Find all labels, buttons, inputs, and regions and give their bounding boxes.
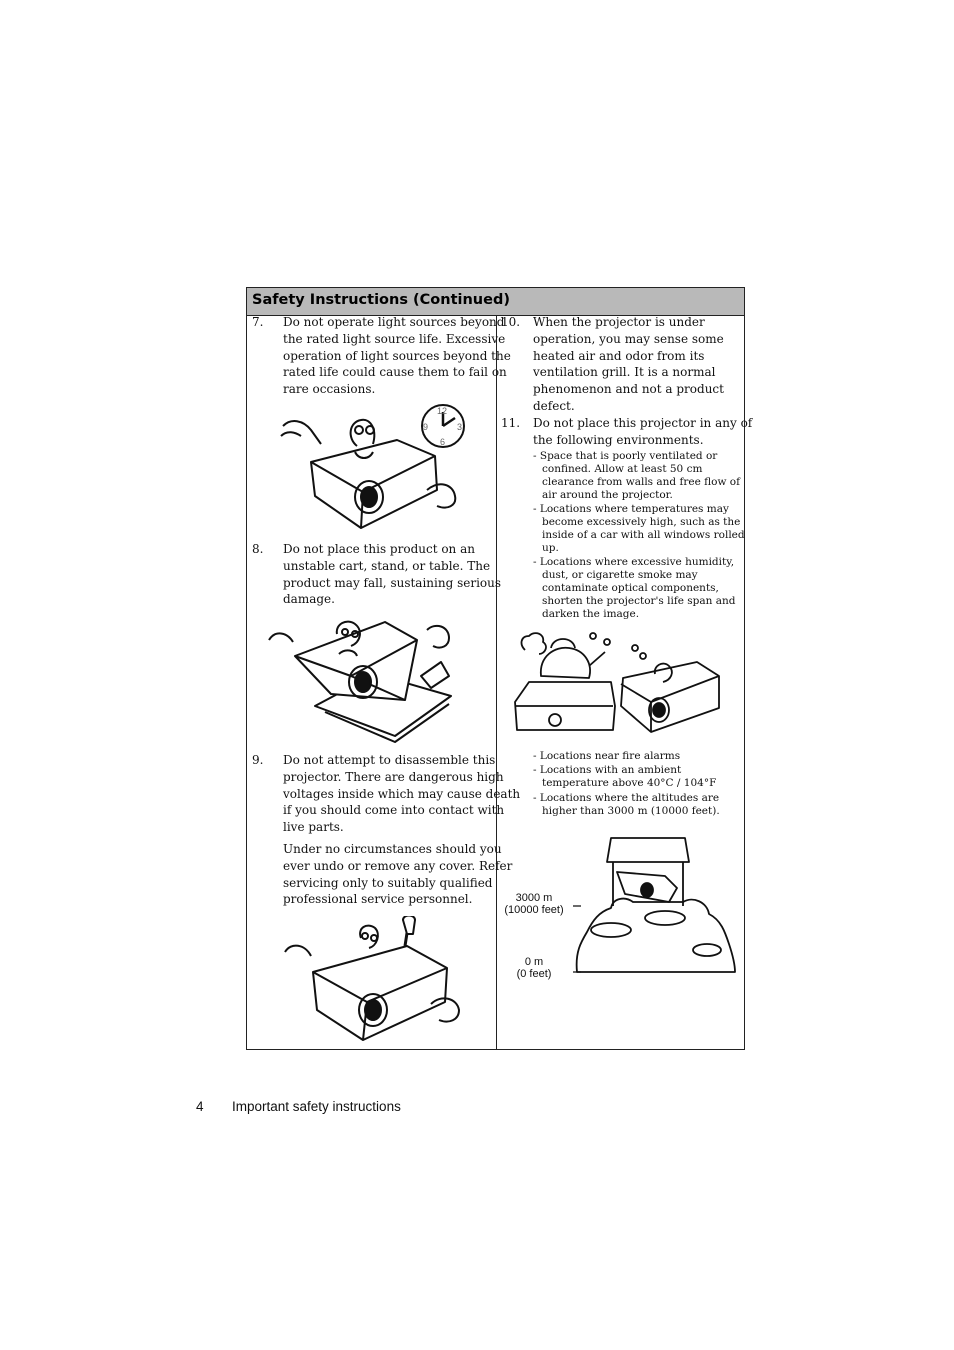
env-poor-ventilation: - Space that is poorly ventilated or confined. Allow at least 50 cm clearance from walls and free flow of air around the projector. — [533, 450, 741, 501]
env-altitude: - Locations where the altitudes are higher than 3000 m (10000 feet). — [533, 792, 720, 817]
env-high-temperature: - Locations where temperatures may become excessively high, such as the inside of a car with all windows rolled up. — [533, 503, 745, 554]
item-10-text: When the projector is under operation, you may sense some heated air and odor from its ventilation grill. It is a normal phenomenon and not a product defect. — [533, 315, 724, 413]
column-divider — [496, 315, 497, 1049]
box-header — [247, 288, 744, 316]
altitude-top-label: 3000 m (10000 feet) — [504, 892, 564, 916]
altitude-illustration — [573, 832, 741, 976]
box-title: Safety Instructions (Continued) — [252, 292, 510, 308]
env-fire-alarms: - Locations near fire alarms — [533, 750, 681, 762]
clock-icon — [422, 405, 464, 447]
item-9-text-continued: Under no circumstances should you ever undo or remove any cover. Refer servicing only to suitably qualified professional service personnel. — [283, 842, 513, 907]
disassembly-illustration — [277, 916, 477, 1044]
env-humidity-dust: - Locations where excessive humidity, dust, or cigarette smoke may contaminate optical components, shorten the projector's life span and darken the image. — [533, 556, 736, 620]
humidity-illustration — [511, 626, 725, 750]
item-11-text: Do not place this projector in any of the following environments. — [533, 416, 753, 447]
svg-text:12: 12 — [437, 406, 448, 416]
item-8-number: 8. — [252, 542, 264, 556]
item-9-text: Do not attempt to disassemble this projector. There are dangerous high voltages inside which may cause death if you should come into contact with live parts. — [283, 753, 521, 835]
svg-text:9: 9 — [423, 422, 429, 432]
svg-text:3: 3 — [457, 422, 463, 432]
item-7-text: Do not operate light sources beyond the rated light source life. Excessive operation of light sources beyond the rated life could cause them to fail on rare occasions. — [283, 315, 511, 397]
footer-section-title: Important safety instructions — [232, 1099, 401, 1114]
altitude-bottom-label: 0 m (0 feet) — [516, 956, 552, 980]
item-8-text: Do not place this product on an unstable cart, stand, or table. The product may fall, sustaining serious damage. — [283, 542, 502, 607]
unstable-cart-illustration — [265, 616, 475, 746]
lamp-life-illustration — [277, 400, 477, 535]
safety-instructions-box — [246, 287, 753, 1050]
item-7-number: 7. — [252, 315, 264, 329]
item-11-number: 11. — [501, 416, 521, 430]
svg-text:6: 6 — [440, 437, 446, 447]
env-ambient-temperature: - Locations with an ambient temperature above 40°C / 104°F — [533, 764, 717, 789]
page-number: 4 — [196, 1099, 204, 1114]
item-10-number: 10. — [501, 315, 521, 329]
item-9-number: 9. — [252, 753, 264, 767]
